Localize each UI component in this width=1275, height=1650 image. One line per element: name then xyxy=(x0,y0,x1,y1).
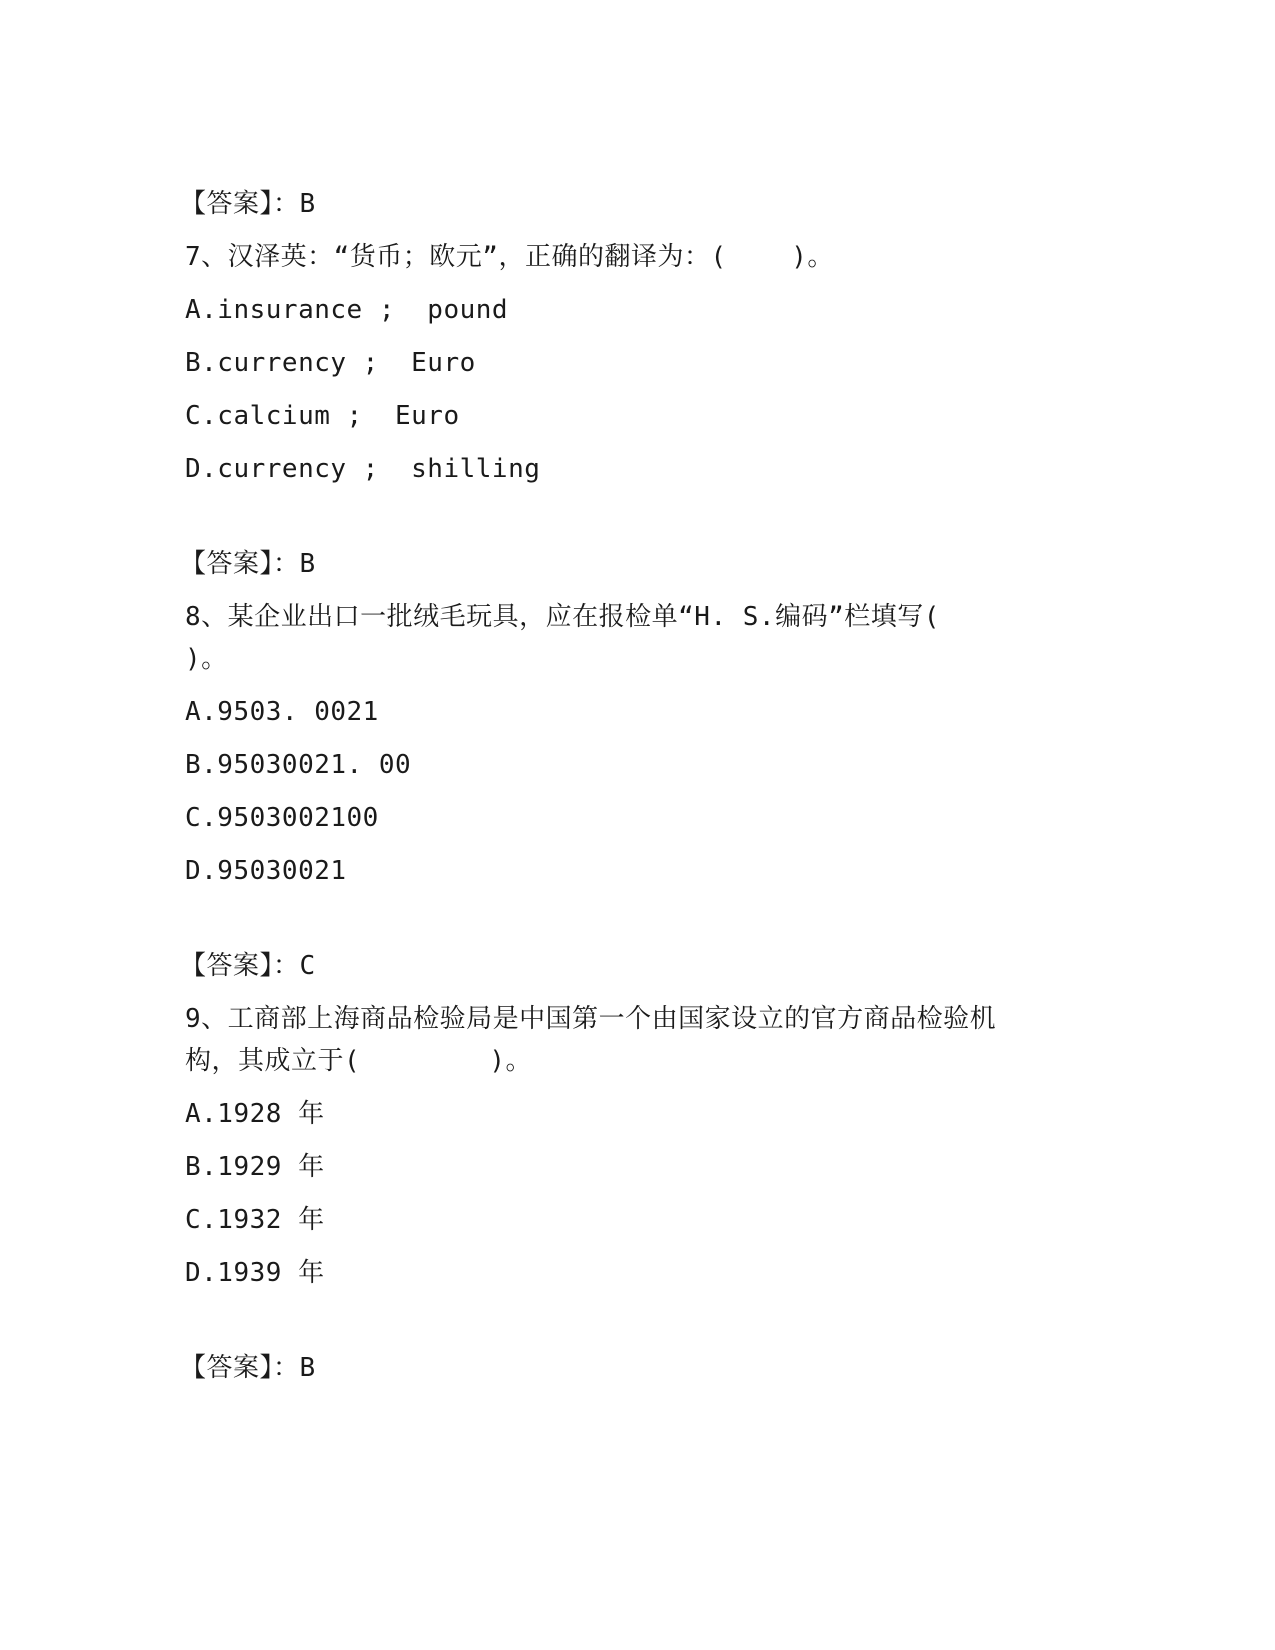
question-9: 9、工商部上海商品检验局是中国第一个由国家设立的官方商品检验机 xyxy=(185,1004,997,1034)
q8-option-d: D.95030021 xyxy=(185,856,347,886)
q9-option-a: A.1928 年 xyxy=(185,1099,325,1129)
q7-option-a: A.insurance ; pound xyxy=(185,295,509,325)
question-8: 8、某企业出口一批绒毛玩具，应在报检单“H. S.编码”栏填写( xyxy=(185,602,940,632)
question-9-cont: 构，其成立于( )。 xyxy=(185,1046,533,1076)
q7-option-b: B.currency ; Euro xyxy=(185,348,476,378)
q8-option-c: C.9503002100 xyxy=(185,803,379,833)
q8-option-a: A.9503. 0021 xyxy=(185,697,379,727)
q8-option-b: B.95030021. 00 xyxy=(185,750,412,780)
answer-q7: 【答案】：B xyxy=(180,549,316,579)
question-7: 7、汉泽英：“货币；欧元”，正确的翻译为：( )。 xyxy=(185,242,834,272)
question-8-cont: )。 xyxy=(185,644,228,674)
q7-option-d: D.currency ; shilling xyxy=(185,454,541,484)
q9-option-b: B.1929 年 xyxy=(185,1152,325,1182)
q7-option-c: C.calcium ; Euro xyxy=(185,401,460,431)
answer-q8: 【答案】：C xyxy=(180,951,316,981)
answer-q6: 【答案】：B xyxy=(180,189,316,219)
q9-option-d: D.1939 年 xyxy=(185,1258,325,1288)
answer-q9: 【答案】：B xyxy=(180,1353,316,1383)
q9-option-c: C.1932 年 xyxy=(185,1205,325,1235)
